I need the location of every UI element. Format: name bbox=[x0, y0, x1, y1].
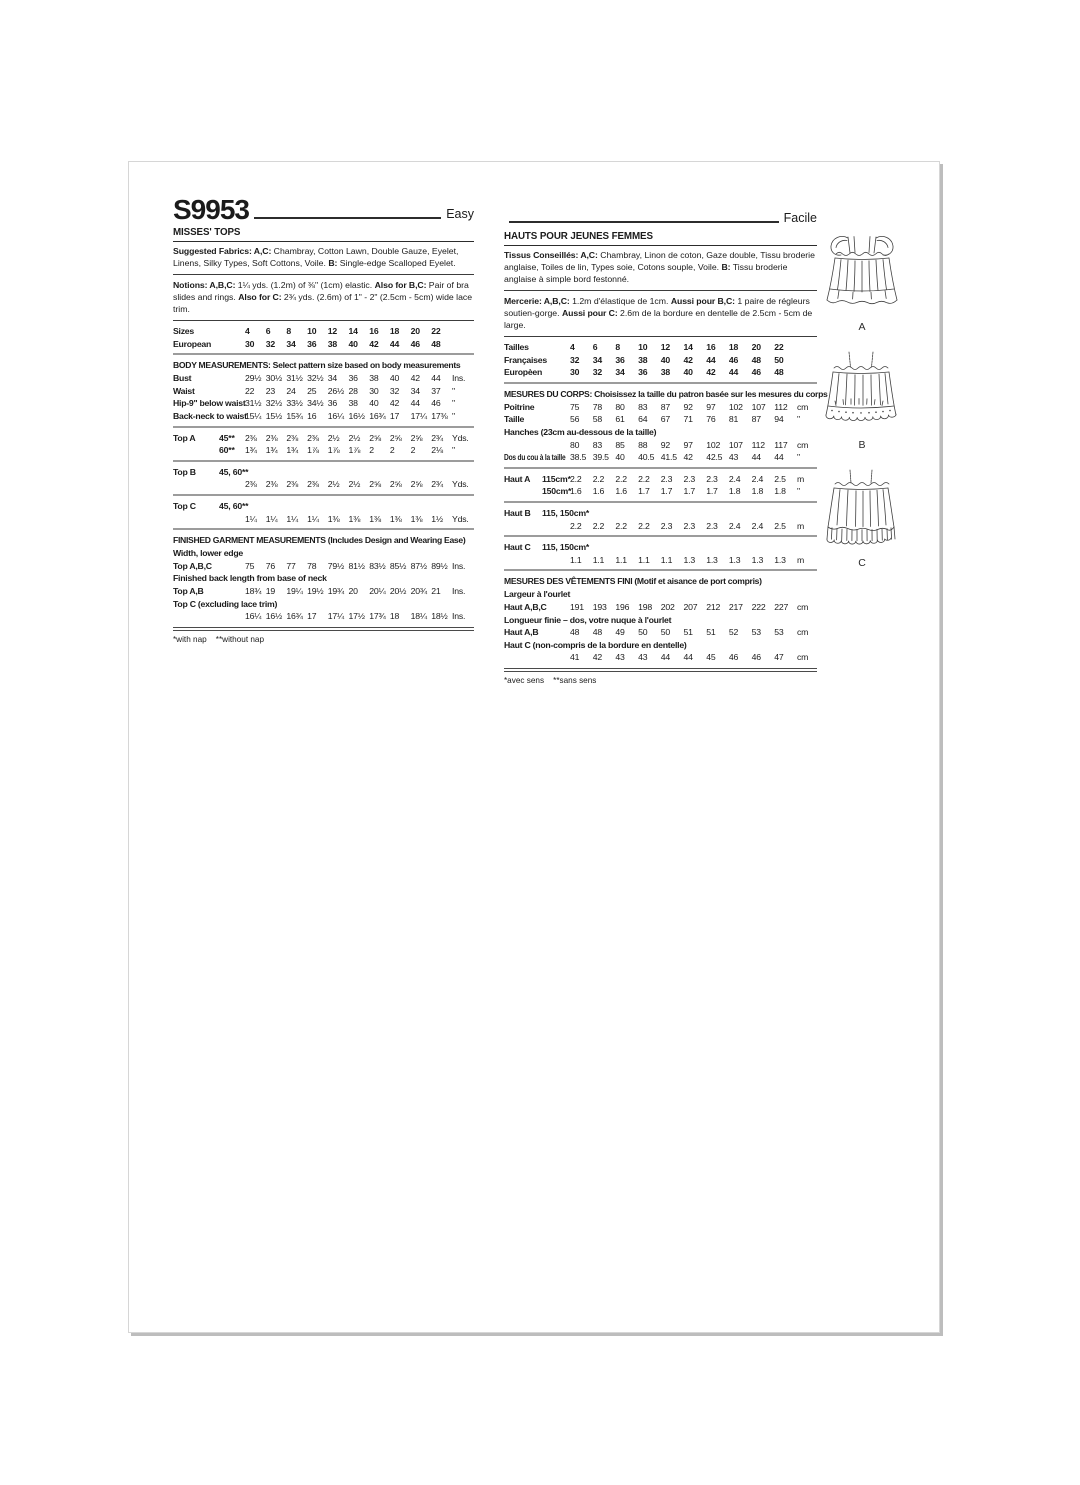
yardage-haut-a bbox=[504, 473, 817, 498]
table-row: Top C (excluding lace trim) bbox=[173, 598, 278, 609]
table-row: Poitrine 75 78 80 83 87 92 97 102 107 112 cm bbox=[504, 401, 809, 412]
pattern-number: S9953 bbox=[173, 194, 249, 225]
table-row: Haut C 115, 150cm* bbox=[504, 542, 590, 553]
table-row: Haut A,B,C 191 193 196 198 202 207 212 217 222 227 cm bbox=[504, 601, 809, 612]
table-row: 1.1 1.1 1.1 1.1 1.1 1.3 1.3 1.3 1.3 1.3 m bbox=[570, 554, 805, 565]
table-row: 41 42 43 43 44 44 45 46 46 47 cm bbox=[570, 652, 809, 663]
body-measurements-table-en bbox=[173, 372, 474, 422]
table-row: Hip-9" below waist 31½ 32½ 33½ 34½ 36 38 40 42 44 46 " bbox=[173, 398, 455, 409]
table-row: Bust 29½ 30½ 31½ 32½ 34 36 38 40 42 44 Ins. bbox=[173, 373, 466, 384]
table-row: Françaises 32 34 36 38 40 42 44 46 48 50 bbox=[504, 354, 784, 365]
table-row: 1¼ 1¼ 1¼ 1¼ 1⅜ 1⅜ 1⅜ 1⅜ 1⅜ 1½ Yds. bbox=[245, 513, 469, 524]
yardage-haut-b bbox=[504, 507, 817, 532]
body-measurements-header-en: BODY MEASUREMENTS: Select pattern size based on body measurements bbox=[173, 360, 461, 371]
notions-fr: Mercerie: A,B,C: 1.2m d'élastique de 1cm. Aussi pour B,C: 1 paire de régleurs soutien-gorge. Aussi pour C: 2.6m de la bordure en dentelle de 2.5cm - 5cm de large. bbox=[504, 296, 813, 330]
divider bbox=[173, 528, 474, 530]
divider bbox=[173, 426, 474, 428]
table-row: Largeur à l'ourlet bbox=[504, 589, 571, 600]
header-rule bbox=[254, 217, 441, 219]
table-row: Longueur finie – dos, votre nuque à l'ourlet bbox=[504, 614, 672, 625]
view-c bbox=[819, 468, 905, 569]
finished-measurements-table-en bbox=[173, 547, 474, 623]
table-row: Haut A,B 48 48 49 50 50 51 51 52 53 53 cm bbox=[504, 627, 809, 638]
table-row: Finished back length from base of neck bbox=[173, 573, 327, 584]
divider bbox=[504, 501, 817, 503]
divider bbox=[504, 569, 817, 571]
body-measurements-table-fr bbox=[504, 401, 817, 464]
divider bbox=[173, 353, 474, 355]
view-b bbox=[819, 350, 905, 451]
table-row: 2.2 2.2 2.2 2.2 2.3 2.3 2.3 2.4 2.4 2.5 m bbox=[570, 520, 805, 531]
divider bbox=[504, 382, 817, 384]
pattern-header-fr bbox=[504, 211, 817, 226]
sizes-table-fr bbox=[504, 341, 817, 379]
divider bbox=[173, 274, 474, 275]
french-column bbox=[504, 198, 828, 685]
divider bbox=[504, 336, 817, 337]
sizes-table-en bbox=[173, 325, 474, 350]
table-row: 2⅜ 2⅜ 2⅜ 2⅜ 2½ 2½ 2⅝ 2⅝ 2⅝ 2¾ Yds. bbox=[245, 479, 469, 490]
view-a-label: A bbox=[858, 321, 866, 333]
garment-title-fr: HAUTS POUR JEUNES FEMMES bbox=[504, 231, 817, 246]
divider bbox=[504, 535, 817, 537]
pattern-header bbox=[173, 194, 474, 225]
suggested-fabrics-en: Suggested Fabrics: A,C: Chambray, Cotton Lawn, Double Gauze, Eyelet, Linens, Silky Types, Soft Cottons, Voile. B: Single-edge Scalloped Eyelet. bbox=[173, 246, 459, 268]
table-row: Top C 45, 60** bbox=[173, 500, 249, 511]
table-row: Dos du cou à la taille 38.5 39.5 40 40.5 41.5 42 42.5 43 44 44 " bbox=[504, 452, 800, 463]
table-row: Back-neck to waist 15¼ 15½ 15¾ 16 16¼ 16½ 16¾ 17 17¼ 17⅜ " bbox=[173, 410, 455, 421]
double-divider bbox=[504, 668, 817, 672]
table-row: 150cm* 1.6 1.6 1.6 1.7 1.7 1.7 1.7 1.8 1.8 1.8 " bbox=[542, 486, 800, 497]
table-row: Tailles 4 6 8 10 12 14 16 18 20 22 bbox=[504, 342, 784, 352]
notions-en: Notions: A,B,C: 1¼ yds. (1.2m) of ⅜" (1cm) elastic. Also for B,C: Pair of bra slides and rings. Also for C: 2¾ yds. (2.6m) of 1" - 2" (2.5cm - 5cm) wide lace trim. bbox=[173, 280, 473, 314]
view-c-illustration bbox=[823, 468, 901, 556]
yardage-top-a bbox=[173, 432, 474, 457]
table-row: Haut C (non-compris de la bordure en dentelle) bbox=[504, 639, 687, 650]
divider bbox=[504, 290, 817, 291]
footnote-fr: *avec sens **sans sens bbox=[504, 675, 597, 685]
english-column bbox=[173, 194, 474, 644]
finished-measurements-header-fr: MESURES DES VÊTEMENTS FINI (Motif et aisance de port compris) bbox=[504, 576, 762, 587]
divider bbox=[173, 494, 474, 496]
header-rule bbox=[509, 221, 779, 223]
table-row: Width, lower edge bbox=[173, 548, 244, 559]
body-measurements-header-fr: MESURES DU CORPS: Choisissez la taille du patron basée sur les mesures du corps bbox=[504, 388, 828, 399]
footnote-en: *with nap **without nap bbox=[173, 634, 265, 644]
table-row: 60** 1¾ 1¾ 1¾ 1⅞ 1⅞ 1⅞ 2 2 2 2⅛ " bbox=[219, 445, 455, 456]
difficulty-label-fr: Facile bbox=[783, 211, 817, 225]
table-row: Waist 22 23 24 25 26½ 28 30 32 34 37 " bbox=[173, 385, 455, 396]
double-divider bbox=[173, 627, 474, 631]
divider bbox=[173, 320, 474, 321]
yardage-top-b bbox=[173, 466, 474, 491]
divider bbox=[504, 467, 817, 469]
divider bbox=[173, 460, 474, 462]
table-row: 80 83 85 88 92 97 102 107 112 117 cm bbox=[570, 439, 809, 450]
view-b-label: B bbox=[858, 439, 866, 451]
difficulty-label-en: Easy bbox=[446, 207, 474, 221]
table-row: Europèen 30 32 34 36 38 40 42 44 46 48 bbox=[504, 367, 784, 378]
table-row: Taille 56 58 61 64 67 71 76 81 87 94 " bbox=[504, 414, 800, 425]
yardage-top-c bbox=[173, 500, 474, 525]
table-row: Top A,B 18¾ 19 19¼ 19½ 19¾ 20 20¼ 20½ 20¾ 21 Ins. bbox=[173, 585, 466, 596]
view-b-illustration bbox=[823, 350, 901, 438]
view-a bbox=[819, 232, 905, 333]
finished-measurements-table-fr bbox=[504, 588, 817, 664]
pattern-envelope-back bbox=[128, 161, 940, 1333]
table-row: Sizes 4 6 8 10 12 14 16 18 20 22 bbox=[173, 326, 441, 336]
view-a-illustration bbox=[823, 232, 901, 320]
garment-title-en: MISSES' TOPS bbox=[173, 227, 474, 242]
yardage-haut-c bbox=[504, 541, 817, 566]
table-row: Hanches (23cm au-dessous de la taille) bbox=[504, 426, 657, 437]
view-c-label: C bbox=[858, 557, 866, 569]
table-row: European 30 32 34 36 38 40 42 44 46 48 bbox=[173, 338, 441, 349]
suggested-fabrics-fr: Tissus Conseillés: A,C: Chambray, Linon de coton, Gaze double, Tissu broderie anglaise, Toiles de lin, Types soie, Cotons souple, Voile. B: Tissu broderie anglaise à simple bord festonné. bbox=[504, 250, 815, 284]
table-row: Top A 45** 2⅜ 2⅜ 2⅜ 2⅜ 2½ 2½ 2⅝ 2⅝ 2⅝ 2¾ Yds. bbox=[173, 432, 469, 443]
garment-views bbox=[819, 232, 905, 586]
table-row: Top A,B,C 75 76 77 78 79½ 81½ 83½ 85½ 87½ 89½ Ins. bbox=[173, 560, 466, 571]
table-row: Haut B 115, 150cm* bbox=[504, 507, 590, 518]
table-row: Top B 45, 60** bbox=[173, 466, 249, 477]
table-row: 16¼ 16½ 16¾ 17 17¼ 17½ 17¾ 18 18¼ 18½ Ins. bbox=[245, 611, 466, 622]
table-row: Haut A 115cm* 2.2 2.2 2.2 2.2 2.3 2.3 2.3 2.4 2.4 2.5 m bbox=[504, 473, 805, 484]
finished-measurements-header-en: FINISHED GARMENT MEASUREMENTS (Includes Design and Wearing Ease) bbox=[173, 535, 466, 546]
